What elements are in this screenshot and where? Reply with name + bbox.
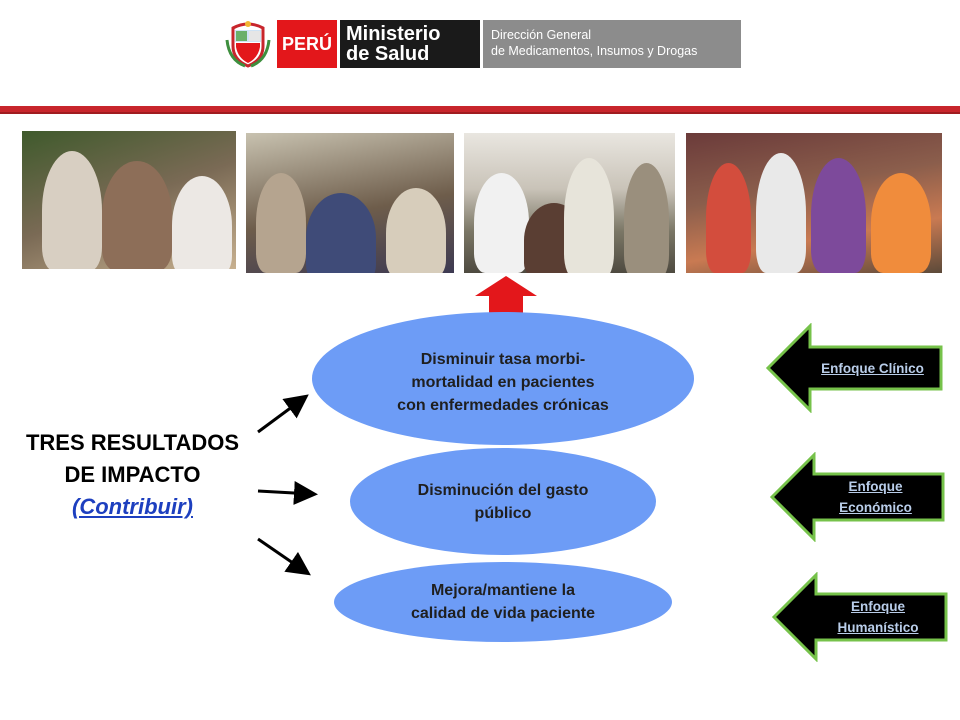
direction-line-1: Dirección General bbox=[491, 28, 592, 42]
approach-clinical-badge[interactable] bbox=[766, 323, 943, 413]
seated-patients-photo bbox=[246, 133, 454, 273]
direction-line-2: de Medicamentos, Insumos y Drogas bbox=[491, 44, 698, 58]
result-2-line-1: Disminución del gasto bbox=[417, 481, 589, 499]
peru-label: PERÚ bbox=[277, 20, 337, 68]
approach-humanistic-badge[interactable] bbox=[772, 572, 948, 662]
connector-arrows bbox=[250, 390, 330, 580]
approach-1-line-1: Enfoque Clínico bbox=[821, 361, 924, 376]
header-divider-shadow bbox=[0, 112, 960, 114]
result-oval-morbimortality bbox=[312, 312, 694, 445]
elderly-women-photo bbox=[22, 131, 236, 269]
result-3-line-1: Mejora/mantiene la bbox=[430, 582, 576, 599]
arrow-to-result-3 bbox=[258, 539, 306, 572]
approach-humanistic-link[interactable] bbox=[808, 596, 948, 638]
ministry-label bbox=[340, 20, 480, 68]
approach-2-line-2: Económico bbox=[839, 500, 912, 515]
result-oval-public-spending bbox=[350, 448, 656, 555]
medical-attention-photo bbox=[464, 133, 675, 273]
result-3-line-2: calidad de vida paciente bbox=[410, 605, 596, 622]
direction-label bbox=[483, 20, 741, 68]
result-1-line-1: Disminuir tasa morbi- bbox=[420, 351, 586, 368]
peru-coat-of-arms-icon bbox=[225, 20, 271, 68]
arrow-to-result-1 bbox=[258, 398, 304, 432]
ministry-line-2: de Salud bbox=[346, 43, 430, 65]
heading-line-2: DE IMPACTO bbox=[64, 462, 201, 487]
result-oval-quality-of-life bbox=[334, 562, 672, 642]
impact-heading bbox=[10, 427, 255, 523]
result-1-line-3: con enfermedades crónicas bbox=[397, 397, 609, 414]
approach-economic-link[interactable] bbox=[806, 476, 945, 518]
ministry-logo bbox=[225, 18, 745, 70]
approach-clinical-link[interactable] bbox=[802, 358, 943, 379]
heading-line-1: TRES RESULTADOS bbox=[25, 430, 240, 455]
arrow-to-result-2 bbox=[258, 491, 312, 494]
approach-2-line-1: Enfoque bbox=[848, 479, 903, 494]
result-2-line-2: público bbox=[474, 504, 532, 522]
approach-economic-badge[interactable] bbox=[770, 452, 945, 542]
result-1-line-2: mortalidad en pacientes bbox=[411, 374, 595, 391]
ministry-line-1: Ministerio bbox=[346, 23, 441, 45]
approach-3-line-2: Humanístico bbox=[837, 620, 919, 635]
approach-3-line-1: Enfoque bbox=[851, 599, 905, 614]
contribuir-link[interactable]: (Contribuir) bbox=[72, 494, 193, 519]
children-group-photo bbox=[686, 133, 942, 273]
